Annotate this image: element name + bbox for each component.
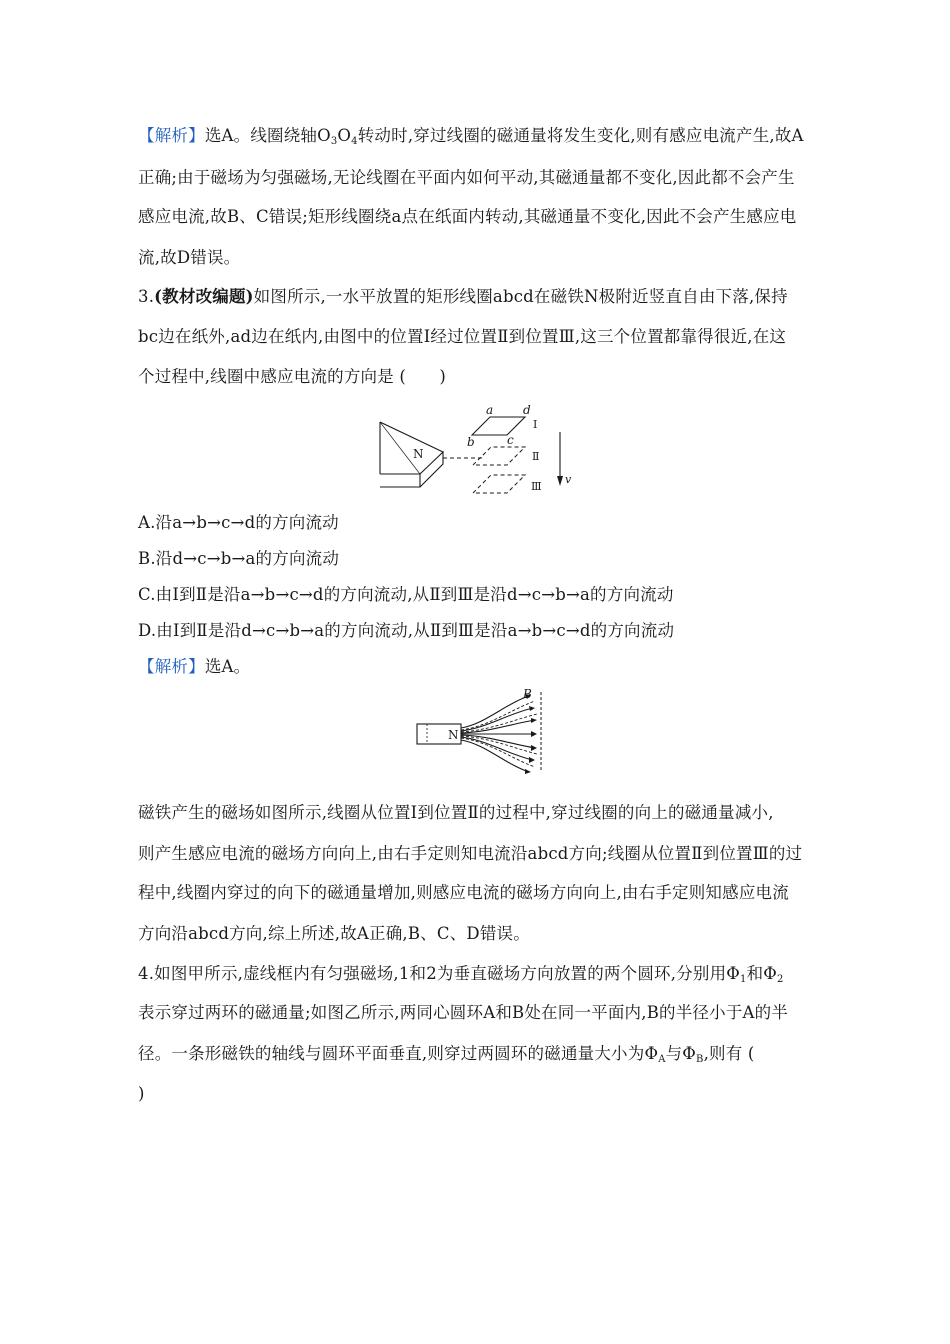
option-d: D.由Ⅰ到Ⅱ是沿d→c→b→a的方向流动,从Ⅱ到Ⅲ是沿a→b→c→d的方向流动 [138,621,675,640]
q2-analysis-line-4: 流,故D错误。 [138,248,241,267]
magnet-field-figure [415,688,550,774]
analysis-tag: 【解析】 [138,126,205,145]
q2-analysis-line-1: 【解析】选A。线圈绕轴$O_3O_4$转动时,穿过线圈的磁通量将发生变化,则有感应电流产生,故A [138,126,804,147]
arrow-head [531,731,537,737]
magnet-top-edge [380,422,443,452]
q4-stem-line-3: 径。一条形磁铁的轴线与圆环平面垂直,则穿过两圆环的磁通量大小为$\Phi_A$与$\Phi_B$,则有 ( [138,1044,755,1065]
question-source: (教材改编题) [154,287,254,306]
q4-stem-line-1: 4.如图甲所示,虚线框内有匀强磁场,1和2为垂直磁场方向放置的两个圆环,分别用$\Phi_1$和$\Phi_2$ [138,964,784,985]
magnet-label: N [448,728,459,742]
position-3-label: Ⅲ [531,480,542,493]
velocity-label: v [565,473,572,486]
q3-stem-line-2: bc边在纸外,ad边在纸内,由图中的位置Ⅰ经过位置Ⅱ到位置Ⅲ,这三个位置都靠得很近,在这 [138,327,787,346]
q2-analysis-line-2: 正确;由于磁场为匀强磁场,无论线圈在平面内如何平动,其磁通量都不变化,因此都不会产生 [138,168,795,187]
arrow-head [531,745,537,751]
magnet-label: N [413,447,424,461]
falling-coil-figure [375,402,585,502]
field-label: B [523,688,532,701]
analysis-tag: 【解析】 [138,657,205,676]
question-number: 3. [138,287,155,306]
coil-position-1 [472,417,525,435]
arrow-head [531,718,537,723]
arrow-head [525,769,531,774]
q4-stem-line-2: 表示穿过两环的磁通量;如图乙所示,两同心圆环A和B处在同一平面内,B的半径小于A的半 [138,1003,789,1022]
q3-explanation-line-4: 方向沿abcd方向,综上所述,故A正确,B、C、D错误。 [138,924,530,943]
corner-d-label: d [523,403,531,417]
q3-explanation-line-3: 程中,线圈内穿过的向下的磁通量增加,则感应电流的磁场方向向上,由右手定则知感应电流 [138,883,789,902]
velocity-arrow-head [557,476,563,486]
q4-stem-line-4: ) [138,1084,145,1103]
q2-analysis-line-3: 感应电流,故B、C错误;矩形线圈绕a点在纸面内转动,其磁通量不变化,因此不会产生感应电 [138,207,797,226]
q3-explanation-line-2: 则产生感应电流的磁场方向向上,由右手定则知电流沿abcd方向;线圈从位置Ⅱ到位置Ⅲ的过 [138,844,803,863]
corner-a-label: a [486,403,494,417]
corner-b-label: b [467,435,475,449]
q3-explanation-line-1: 磁铁产生的磁场如图所示,线圈从位置Ⅰ到位置Ⅱ的过程中,穿过线圈的向上的磁通量减小, [138,803,774,822]
q3-stem-line-3: 个过程中,线圈中感应电流的方向是 ( ) [138,367,447,386]
magnet-front-face [380,474,420,487]
arrow-head [529,757,535,763]
coil-position-2 [473,447,525,465]
corner-c-label: c [507,433,514,447]
option-b: B.沿d→c→b→a的方向流动 [138,549,340,568]
coil-position-3 [473,475,525,493]
option-a: A.沿a→b→c→d的方向流动 [138,513,339,532]
position-2-label: Ⅱ [532,450,540,463]
q3-answer-line: 【解析】选A。 [138,657,251,676]
option-c: C.由Ⅰ到Ⅱ是沿a→b→c→d的方向流动,从Ⅱ到Ⅲ是沿d→c→b→a的方向流动 [138,585,674,604]
position-1-label: Ⅰ [533,418,538,431]
q3-stem-line-1: 3.(教材改编题)如图所示,一水平放置的矩形线圈abcd在磁铁N极附近竖直自由下落,保持 [138,287,788,306]
arrow-head [529,706,535,711]
